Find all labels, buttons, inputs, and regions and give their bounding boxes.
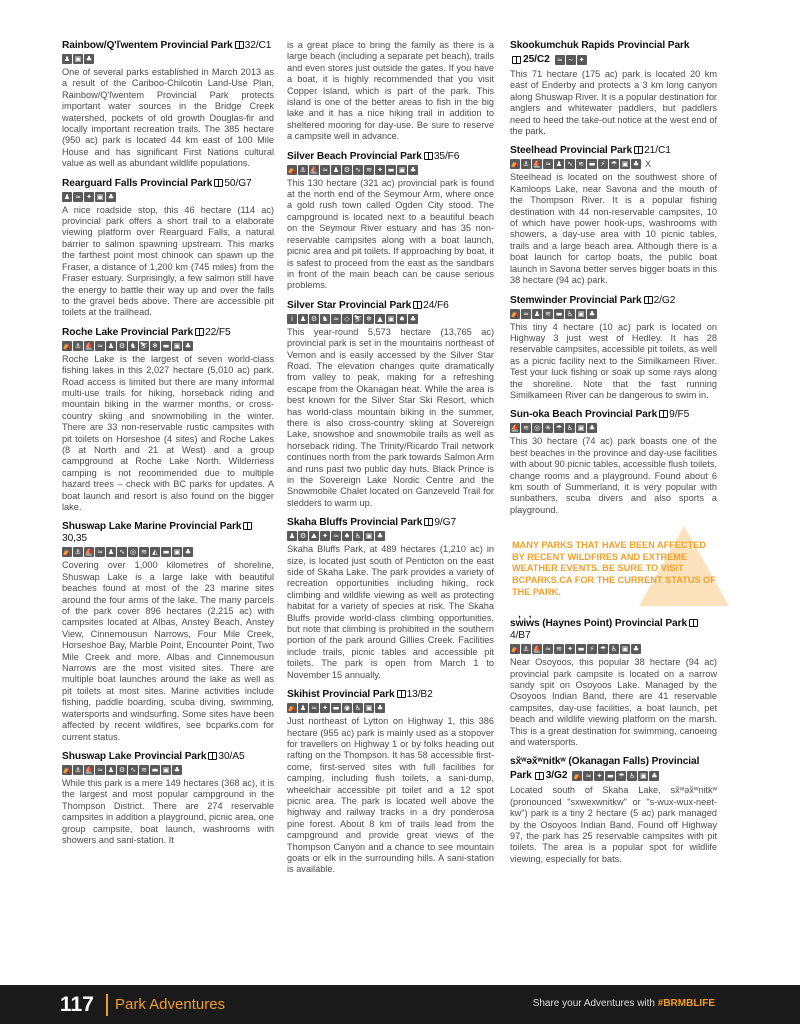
canoe-icon: ⛵ [84, 765, 94, 774]
park-description: A nice roadside stop, this 46 hectare (114 ac) provincial park offers a short trail to a elaborate viewing platform over Rearguard Falls, a natural barrier to salmon spawning upstream. This marks the farthest point most chinook can spawn up the Fraser, a distance of 1,200 km (745 miles) from the Fraser estuary. Surprisingly, a few salmon still have the energy to battle their way up and over the falls to the gravel beds above. There are accessible pit toilets at the trailhead. [62, 204, 274, 318]
camping-icon: ⛺ [573, 772, 582, 781]
park-description: This 130 hectare (321 ac) provincial park is found at the north end of the Seymour Arm, where once a gold rush town called Ogden City stood. The campground is located next to a beautiful beach on the Seymour River estuary and has 35 non-reservable campsites along with a boat launch, picnic area and pit toilets. If approaching by boat, it is safest to proceed from the east as the sandbars in front of the main beach can be cause serious problems. [287, 177, 494, 291]
picnic-icon: ♣ [376, 704, 384, 713]
park-title [510, 409, 717, 421]
paddling-icon: ∿ [565, 159, 575, 169]
accessible-icon: ♿ [629, 772, 636, 781]
boat-launch-icon: ⚓ [74, 548, 82, 557]
picnic-icon: ♣ [173, 765, 181, 774]
camping-icon: ⛺ [62, 765, 72, 774]
hiking-icon: ♟ [63, 192, 71, 201]
info-icon: i [287, 314, 297, 324]
outhouse-icon: ▣ [387, 314, 395, 323]
picnic-icon: ♣ [651, 772, 658, 781]
accessible-icon: ♿ [354, 532, 362, 541]
picnic-icon: ♣ [632, 160, 640, 169]
map-ref: 24/F6 [423, 299, 449, 311]
boat-launch-icon: ⚓ [74, 765, 82, 774]
map-ref: 30/A5 [218, 750, 245, 762]
camping-icon: ⛺ [62, 548, 72, 557]
horse-icon: ♞ [321, 314, 329, 323]
climbing-icon: ⛰ [309, 531, 319, 541]
hiking-icon: ♟ [299, 314, 307, 323]
canoe-icon: ⛵ [532, 160, 542, 169]
outhouse-icon: ▣ [621, 645, 629, 654]
outhouse-icon: ▣ [621, 160, 629, 169]
map-ref: 3/G2 [545, 770, 568, 782]
shower-icon: ☂ [610, 160, 618, 169]
map-book-icon [424, 518, 433, 526]
camping-icon: ⛺ [62, 341, 72, 350]
paddling-icon: ∿ [353, 165, 363, 175]
park-description: Steelhead is located on the southwest shore of Kamloops Lake, near Savona and the mouth of the Thompson River. It is a popular fishing destination with 44 non-reservable campsites, 10 of which have power hook-ups, washrooms with showers, a day-use area with 10 picnic tables, trails and a large beach area. Although there is a boat launch for cartop boats, the public boat launch in Savona better serves bigger boats in this 38 hectare (94 ac) park. [510, 172, 717, 286]
park-title [510, 756, 717, 768]
park-name: Sun-oka Beach Provincial Park [510, 409, 658, 421]
park-description: This tiny 4 hectare (10 ac) park is located on Highway 3 just west of Hedley. It has 28 reservable campsites, accessible pit toilets, as well as a picnic facility next to the Similkameen River. Test your luck fishing or soak up some rays along the shoreline. Note that the fast running Similkameen River can be dangerous to swim in. [510, 321, 717, 400]
boat-launch-icon: ⚓ [522, 160, 530, 169]
park-shuswap-lake [62, 751, 274, 846]
map-book-icon [235, 41, 244, 49]
rv-icon: ▬ [588, 160, 596, 169]
rv-icon: ▬ [332, 704, 340, 713]
map-ref: 13/B2 [406, 689, 433, 701]
fishing-icon: ≈ [555, 55, 565, 65]
hiking-icon: ♟ [288, 532, 296, 541]
outhouse-icon: ▣ [96, 192, 104, 201]
picnic-icon: ♣ [184, 548, 192, 557]
accessible-icon: ♿ [354, 704, 362, 713]
outhouse-icon: ▣ [398, 165, 406, 174]
outhouse-icon: ▣ [577, 424, 585, 433]
park-name: Skaha Bluffs Provincial Park [287, 517, 423, 529]
footer-divider [106, 994, 108, 1016]
park-skookumchuk [510, 40, 717, 137]
accessible-icon: ♿ [566, 424, 574, 433]
hiking-icon: ♟ [533, 309, 541, 318]
park-name: Silver Beach Provincial Park [287, 150, 422, 162]
park-title [62, 521, 274, 545]
hiking-icon: ♟ [332, 165, 340, 174]
park-description: Covering over 1,000 kilometres of shoreline, Shuswap Lake is a large lake with beautiful beaches found at most of the 23 marine sites around the four arms of the lake. The many parcels of the park cover 896 hectares (2,215 ac) with campsites located at Albas, Anstey Beach, Anstey View, Cinnemousun Narrows, Four Mile Creek, Horseshoe Bay, Marble Point, Encounter Point, Two Mile Creek and more. Albas and Cinnemousun Narrows are the most visited sites. There are multiple boat launches around the lake as well as pit toilets at most sites. Marine activities include fishing, paddle boarding, scuba diving, swimming, watersports and windsurfing. Some sites have been affected by recent wildfires, see bcparks.com for current status. [62, 560, 274, 742]
boat-launch-icon: ⚓ [522, 645, 530, 654]
wildlife-icon: ✦ [594, 771, 604, 781]
hiking-icon: ♟ [107, 548, 115, 557]
map-book-icon [214, 179, 223, 187]
fishing-icon: ≈ [95, 765, 105, 775]
snowmobile-icon: ❄ [150, 341, 160, 351]
sani-icon: ◉ [343, 704, 351, 713]
park-steelhead [510, 145, 717, 286]
wildlife-icon: ✦ [320, 531, 330, 541]
amenity-icon-group [572, 771, 659, 781]
amenity-icons [287, 165, 494, 175]
x-mark: X [645, 159, 652, 170]
amenity-icons [62, 54, 274, 64]
scuba-icon: ◎ [533, 424, 541, 433]
park-description: is a great place to bring the family as there is a large beach (including a separate pet beach), trails and even stores just outside the gates. If you have a boat, it is highly recommended that you visit Copper Island, which is part of the park. This island is one of the better areas to fish in the big lake and it has a nice hiking trail in addition to sheltered mooring for day-use. Be sure to reserve a campsite well in advance. [287, 40, 494, 142]
map-ref: 30,35 [62, 533, 87, 545]
swimming-icon: ≋ [139, 765, 149, 775]
swimming-icon: ≋ [139, 547, 149, 557]
biking-icon: ⚙ [310, 314, 318, 323]
amenity-icons [510, 54, 717, 66]
outhouse-icon: ▣ [577, 309, 585, 318]
map-book-icon [644, 296, 653, 304]
park-name: Skookumchuk Rapids Provincial Park [510, 40, 690, 51]
park-title [287, 517, 494, 529]
amenity-icons [62, 547, 274, 557]
fishing-icon: ≈ [320, 165, 330, 175]
map-book-icon [689, 619, 698, 627]
canoe-icon: ⛵ [532, 645, 542, 654]
amenity-icons [62, 765, 274, 775]
park-name: Skihist Provincial Park [287, 689, 395, 701]
outhouse-icon: ▣ [74, 55, 82, 63]
boat-launch-icon: ⚓ [74, 341, 82, 350]
wildfire-callout [510, 540, 717, 598]
sledding-icon: ▲ [375, 314, 385, 324]
hashtag: #BRMBLIFE [657, 998, 715, 1009]
park-title [62, 327, 274, 339]
park-name: Silver Star Provincial Park [287, 299, 412, 311]
scuba-icon: ◎ [129, 548, 137, 557]
share-text: Share your Adventures with [532, 998, 655, 1009]
fishing-icon: ≈ [543, 644, 553, 654]
park-title [510, 145, 717, 157]
park-shuswap-marine [62, 521, 274, 743]
park-title [287, 689, 494, 701]
outhouse-icon: ▣ [640, 772, 647, 781]
canoe-icon: ⛵ [309, 165, 319, 174]
hiking-icon: ♟ [299, 704, 307, 713]
picnic-icon: ♣ [588, 309, 596, 318]
park-name-line-2: Park [510, 770, 532, 782]
amenity-icons [287, 703, 494, 713]
sunbathe-icon: ☀ [544, 424, 552, 433]
amenity-icons [287, 531, 494, 541]
swimming-icon: ≋ [554, 644, 564, 654]
park-title [510, 295, 717, 307]
canoe-icon: ⛵ [510, 424, 520, 433]
hiking-icon: ♟ [107, 341, 115, 350]
map-book-icon [397, 690, 406, 698]
power-icon: ⚡ [587, 644, 597, 654]
park-description: This 71 hectare (175 ac) park is located 20 km east of Enderby and protects a 3 km long canyon along Shuswap River. It is a popular destination for anglers and whitewater paddlers, but paddlers need to heed the take-out notice at the west end of the park. [510, 69, 717, 137]
wildlife-icon: ✦ [577, 55, 587, 65]
wildlife-icon: ✦ [565, 644, 575, 654]
park-name: Stemwinder Provincial Park [510, 294, 642, 306]
park-description: This year-round 5,573 hectare (13,765 ac) provincial park is set in the mountains northeast of Vernon and is easily accessed by the Silver Star Road. The elevation changes quite dramatically from valley to peak, making for a refreshing escape from the Okanagan heat. While the area is best known for the Silver Star Ski Resort, which has world-class mountain biking in the summer, there is also cross-country skiing at Sovereign Lake, snowshoe and snowmobile trails as well as horseback riding. The Trinity/Ricardo Trail network continues north from the park towards Salmon Arm and runs past two public day huts. Black Prince is in the Sovereign Lake Nordic Centre and the Snowmobile Chalet located on Ganzeveld Trail for sledders to warm up. [287, 326, 494, 508]
shower-icon: ☂ [599, 645, 607, 654]
map-book-icon [424, 152, 433, 160]
park-description: Roche Lake is the largest of seven world-class fishing lakes in this 2,027 hectare (5,010 ac) park. Road access is limited but there are many informal multi-use trails for hiking, horseback riding and mountain biking in the warmer months, or cross-country skiing and snowmobiling in the winter. There are 33 non-reservable rustic campsites with pit toilets on Horseshoe (4 sites) and Roche Lakes (8 at North and 21 at West) and a group campground at Roche Lake North. Wilderness camping is not recommended due to multiple hazard trees – check with BC parks for updates. A boat launch and resort is also found on the bigger lake. [62, 353, 274, 512]
biking-icon: ⚙ [118, 341, 126, 350]
fishing-icon: ≈ [95, 341, 105, 351]
amenity-icons [62, 192, 274, 202]
outhouse-icon: ▣ [162, 765, 170, 774]
tree-icon: ♠ [398, 314, 406, 323]
park-description: Skaha Bluffs Park, at 489 hectares (1,210 ac) in size, is located just south of Penticton on the east side of Skaha Lake. The park provides a variety of recreation opportunities including hiking, rock climbing and wildlife viewing as well as protecting habitat for a variety of species at risk. The Skaha Bluffs provide world-class climbing opportunities, but note that climbing is prohibited in the southern portion of the park around Gillies Creek. Facilities include trails, picnic tables and accessible pit toilets. The park is open from March 1 to November 15 annually. [287, 544, 494, 680]
biking-icon: ⚙ [299, 532, 307, 541]
fishing-icon: ≈ [583, 771, 593, 781]
park-name: Shuswap Lake Provincial Park [62, 750, 207, 762]
fishing-icon: ≈ [331, 531, 341, 541]
map-ref: 21/C1 [644, 145, 671, 157]
park-title [62, 751, 274, 763]
map-book-icon [659, 410, 668, 418]
outhouse-icon: ▣ [365, 704, 373, 713]
fishing-icon: ≈ [95, 547, 105, 557]
rv-icon: ▬ [162, 548, 170, 557]
park-silver-beach [287, 151, 494, 292]
windsurf-icon: ◭ [150, 547, 160, 557]
ski-icon: ⛷ [353, 314, 363, 323]
fishing-icon: ≈ [73, 192, 83, 202]
picnic-icon: ♣ [588, 424, 596, 433]
page-number: 117 [60, 993, 94, 1016]
hiking-icon: ♟ [63, 55, 71, 63]
snowshoe-icon: ◇ [342, 314, 352, 324]
paddling-icon: ∿ [128, 765, 138, 775]
map-ref: 4/B7 [510, 630, 531, 642]
outhouse-icon: ▣ [365, 532, 373, 541]
picnic-icon: ♣ [632, 645, 640, 654]
shower-icon: ☂ [618, 772, 625, 781]
wildlife-icon: ✦ [84, 192, 94, 202]
amenity-icons [510, 309, 717, 319]
kayak-icon: ∼ [566, 55, 576, 65]
park-name: Rearguard Falls Provincial Park [62, 177, 213, 189]
swimming-icon: ≋ [364, 165, 374, 175]
rafting-icon: ≈ [309, 703, 319, 713]
share-line [533, 998, 715, 1009]
park-name-line-1: sx̌ʷəx̌ʷnitkʷ (Okanagan Falls) Provincial [510, 756, 700, 768]
accessible-icon: ♿ [610, 645, 618, 654]
map-ref: 32/C1 [244, 40, 272, 51]
accessible-icon: ♿ [566, 309, 574, 318]
picnic-icon: ♣ [409, 314, 417, 323]
park-sunoka [510, 409, 717, 516]
hiking-icon: ♟ [107, 765, 115, 774]
callout-text: MANY PARKS THAT HAVE BEEN AFFECTED BY RECENT WILDFIRES AND EXTREME WEATHER EVENTS. BE SURE TO VISIT BCPARKS.CA FOR THE CURRENT STATUS OF THE PARK. [512, 540, 716, 597]
column-1 [62, 40, 274, 854]
park-description: Located south of Skaha Lake, sx̌ʷəx̌ʷnitkʷ (pronounced "sxwexwnitkw" or "s-wux-wux-neet-kw") park is a tiny 2 hectare (5 ac) park managed by the Osoyoos Indian Band. Found off Highway 97, the park has 25 reservable campsites with pit toilets. The area is a popular spot for wildlife viewing, especially for bats. [510, 785, 717, 864]
park-shuswap-lake-continued [287, 40, 494, 143]
boat-launch-icon: ⚓ [299, 165, 307, 174]
shower-icon: ☂ [555, 424, 563, 433]
map-ref: 35/F6 [433, 150, 460, 162]
amenity-icons [287, 314, 494, 324]
camping-icon: ⛺ [510, 309, 520, 318]
power-icon: ⚡ [598, 159, 608, 169]
map-book-icon [535, 772, 544, 780]
map-book-icon [512, 56, 521, 64]
camping-icon: ⛺ [510, 645, 520, 654]
park-roche [62, 327, 274, 514]
park-rearguard [62, 178, 274, 319]
outhouse-icon: ▣ [173, 341, 181, 350]
picnic-icon: ♣ [107, 192, 115, 201]
paddling-icon: ∿ [117, 547, 127, 557]
park-okanagan-falls [510, 756, 717, 865]
map-ref: 9/G7 [434, 517, 457, 529]
amenity-icons [62, 341, 274, 351]
map-book-icon [634, 146, 643, 154]
camping-icon: ⛺ [287, 165, 297, 174]
amenity-icons [510, 770, 717, 782]
park-rainbow [62, 40, 274, 170]
ski-icon: ⛷ [139, 341, 149, 350]
map-ref: 2/G2 [653, 294, 676, 306]
tree-icon: ♠ [343, 532, 351, 541]
park-title [287, 151, 494, 163]
canoe-icon: ⛵ [84, 341, 94, 350]
rv-icon: ▬ [555, 309, 563, 318]
park-name: Roche Lake Provincial Park [62, 326, 194, 338]
page-footer [0, 985, 800, 1024]
biking-icon: ⚙ [118, 765, 126, 774]
fishing-icon: ≈ [521, 309, 531, 319]
map-ref: 25/C2 [523, 54, 550, 65]
camping-icon: ⛺ [510, 160, 520, 169]
park-stemwinder [510, 295, 717, 402]
amenity-icons [510, 423, 717, 433]
picnic-icon: ♣ [184, 341, 192, 350]
section-title: Park Adventures [115, 996, 226, 1013]
rv-icon: ▬ [607, 772, 614, 781]
park-description: One of several parks established in March 2013 as a result of the Cariboo-Chilcotin Land-Use Plan, Rainbow/Q'ľwentem Provincial Park protects important water sources in the Bridge Creek watershed, pockets of old growth Douglas-fir and locally important recreation trails. The 385 hectare (950 ac) park is located 44 km east of 100 Mile House and has significant First Nations cultural value as well as abundant wildlife populations. [62, 67, 274, 169]
camping-icon: ⛺ [287, 704, 297, 713]
horse-icon: ♞ [129, 341, 137, 350]
park-name: Steelhead Provincial Park [510, 145, 633, 157]
wildlife-icon: ✦ [320, 703, 330, 713]
park-title [62, 40, 274, 52]
park-name: Rainbow/Q'ľwentem Provincial Park [62, 40, 233, 51]
park-skihist [287, 689, 494, 876]
map-ref: 50/G7 [224, 177, 252, 189]
park-title [287, 300, 494, 312]
park-haynes-point [510, 618, 717, 748]
fishing-icon: ≈ [331, 314, 341, 324]
map-ref: 9/F5 [669, 409, 690, 421]
amenity-icons [510, 644, 717, 654]
canoe-icon: ⛵ [84, 548, 94, 557]
amenity-icon-group [510, 159, 641, 169]
park-title [510, 40, 717, 52]
picnic-icon: ♣ [85, 55, 93, 63]
amenity-icon-group [555, 55, 587, 65]
swimming-icon: ≋ [576, 159, 586, 169]
park-description: Just northeast of Lytton on Highway 1, this 386 hectare (955 ac) park is mainly used as a stopover for travellers on Highway 1 or by folks heading out rafting on the Thompson. It has 58 accessible first-come, first-served sites with full facilities for camping, including flush toilets, a sani-dump, wheelchair accessible pit toilet and a 12 spot picnic area. The park is located well above the highway and railway tracks in a dry ponderosa pine forest. About 8 km of trails lead from the campground and provide great views of the Thompson Canyon and a chance to see mountain goats or elk in the surrounding hills. A sani-station is available. [287, 716, 494, 875]
park-title [510, 618, 717, 642]
column-2 [287, 40, 494, 884]
park-name: Shuswap Lake Marine Provincial Park [62, 521, 242, 533]
swimming-icon: ≋ [543, 309, 553, 319]
park-silver-star [287, 300, 494, 510]
picnic-icon: ♣ [409, 165, 417, 174]
park-title [62, 178, 274, 190]
picnic-icon: ♣ [376, 532, 384, 541]
map-book-icon [413, 301, 422, 309]
map-book-icon [195, 328, 204, 336]
park-description: Near Osoyoos, this popular 38 hectare (94 ac) provincial park campsite is located on a narrow sandy spit on Osoyoos Lake. Managed by the Osoyoos Indian Band, there are 41 reservable campsites, day-use facilities, a boat launch, pet beach and wildlife viewing platform on the marsh. This is a great destination for swimming, canoeing and watersports. [510, 657, 717, 747]
park-description: While this park is a mere 149 hectares (368 ac), it is the largest and most popular campground in the Thompson District. There are 274 reservable campsites in addition a playground, picnic area, one group campsite, boat launch, washrooms with showers and sani-station. It [62, 777, 274, 845]
snowmobile-icon: ❄ [364, 314, 374, 324]
rv-icon: ▬ [577, 645, 585, 654]
map-ref: 22/F5 [205, 326, 231, 338]
map-book-icon [243, 522, 252, 530]
biking-icon: ⚙ [343, 165, 351, 174]
wildlife-icon: ✦ [375, 165, 385, 175]
outhouse-icon: ▣ [173, 548, 181, 557]
park-skaha-bluffs [287, 517, 494, 681]
park-name: sw̓iw̓s (Haynes Point) Provincial Park [510, 618, 688, 630]
park-description: This 30 hectare (74 ac) park boasts one of the best beaches in the province and day-use facilities with about 90 picnic tables, accessible flush toilets, change rooms and a playground. Found about 6 km south of Summerland, it is very popular with sunbathers, scuba divers and also sports a playground. [510, 436, 717, 515]
rv-icon: ▬ [387, 165, 395, 174]
rv-icon: ▬ [151, 765, 159, 774]
column-3 [510, 40, 717, 873]
hiking-icon: ♟ [555, 160, 563, 169]
swimming-icon: ≋ [521, 423, 531, 433]
map-book-icon [208, 752, 217, 760]
fishing-icon: ≈ [543, 159, 553, 169]
rv-icon: ▬ [162, 341, 170, 350]
amenity-icons [510, 159, 717, 169]
